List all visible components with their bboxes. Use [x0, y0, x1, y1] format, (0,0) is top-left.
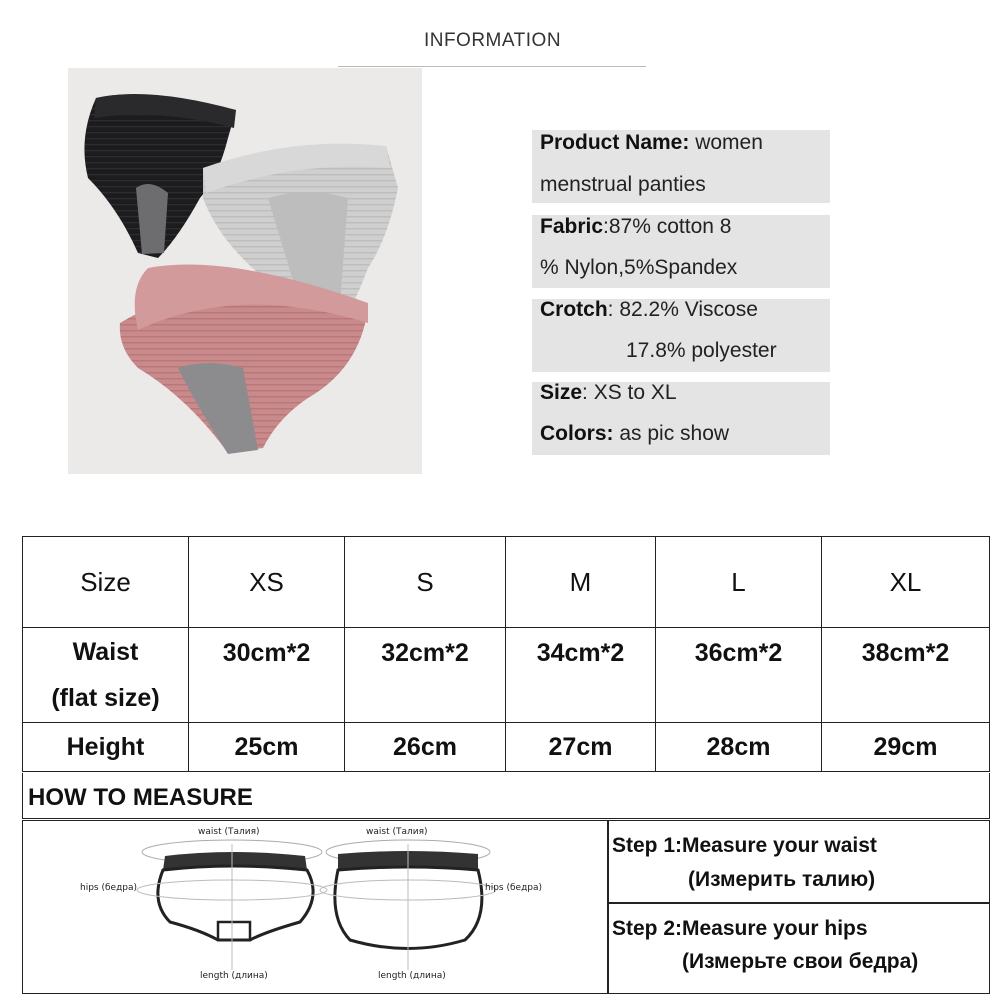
back-length-label: length (длина)	[378, 971, 446, 981]
height-label: Height	[23, 723, 189, 772]
size-header-xl: XL	[822, 537, 990, 628]
waist-l: 36cm*2	[656, 628, 822, 723]
step1-translation: (Измерить талию)	[688, 868, 876, 891]
height-l: 28cm	[656, 723, 822, 772]
info-product-name-cont: menstrual panties	[540, 173, 706, 196]
page-title: INFORMATION	[423, 30, 562, 51]
height-xs: 25cm	[189, 723, 345, 772]
info-colors: Colors: as pic show	[540, 422, 730, 445]
front-hips-label: hips (бедра)	[80, 883, 138, 893]
height-m: 27cm	[506, 723, 656, 772]
measurement-diagram	[60, 822, 580, 992]
info-crotch-cont: 17.8% polyester	[626, 339, 777, 362]
waist-xl: 38cm*2	[822, 628, 990, 723]
back-brief-drawing	[320, 840, 496, 970]
info-fabric: Fabric:87% cotton 8	[540, 215, 732, 238]
waist-label: Waist (flat size)	[23, 628, 189, 723]
size-table	[22, 536, 990, 772]
waist-s: 32cm*2	[345, 628, 506, 723]
info-product-name: Product Name: women	[540, 131, 763, 154]
step-divider-vertical	[607, 820, 609, 993]
waist-m: 34cm*2	[506, 628, 656, 723]
front-waist-label: waist (Талия)	[198, 827, 260, 837]
height-row	[23, 723, 990, 772]
step2-text: Step 2:Measure your hips	[612, 917, 868, 940]
size-header-m: M	[506, 537, 656, 628]
size-header-xs: XS	[189, 537, 345, 628]
title-underline	[338, 66, 646, 67]
size-header-l: L	[656, 537, 822, 628]
back-hips-label: hips (бедра)	[485, 883, 543, 893]
waist-xs: 30cm*2	[189, 628, 345, 723]
height-s: 26cm	[345, 723, 506, 772]
height-xl: 29cm	[822, 723, 990, 772]
size-header-label: Size	[23, 537, 189, 628]
info-fabric-cont: % Nylon,5%Spandex	[540, 256, 738, 279]
back-waist-label: waist (Талия)	[366, 827, 428, 837]
step-divider-horizontal	[607, 902, 989, 904]
step2-translation: (Измерьте свои бедра)	[682, 950, 919, 973]
front-length-label: length (длина)	[200, 971, 268, 981]
product-photo	[68, 68, 422, 474]
waist-row	[23, 628, 990, 723]
info-crotch: Crotch: 82.2% Viscose	[540, 298, 758, 321]
size-header-row	[23, 537, 990, 628]
how-to-measure-title: HOW TO MEASURE	[28, 784, 253, 811]
front-brief-drawing	[137, 840, 327, 970]
size-header-s: S	[345, 537, 506, 628]
info-size: Size: XS to XL	[540, 381, 677, 404]
step1-text: Step 1:Measure your waist	[612, 834, 877, 857]
